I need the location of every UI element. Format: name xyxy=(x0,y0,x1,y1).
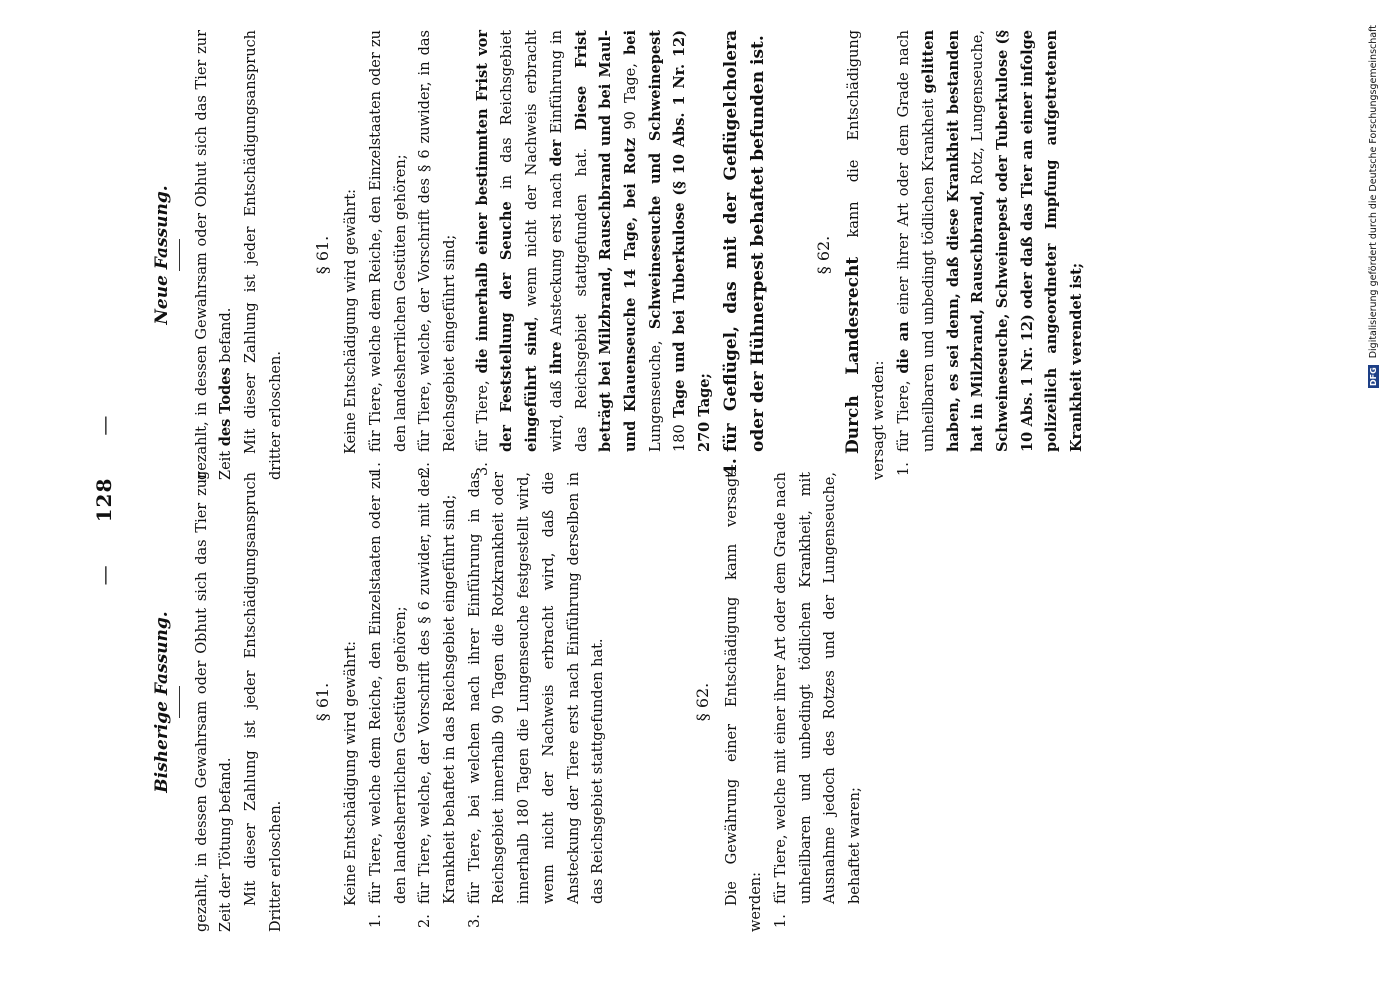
text-run: einer ihrer Art oder dem Grade nach unheilbaren und unbedingt tödlichen Krankheit xyxy=(896,29,937,452)
list-item xyxy=(364,472,413,932)
credit-text: Digitalisierung gefördert durch die Deutsche Forschungsgemeinschaft xyxy=(1368,24,1379,359)
item-text: für Tiere, welche mit einer ihrer Art oder dem Grade nach unheilbaren und unbedingt tödlichen Krankheit, mit Ausnahme jedoch des Rotzes und der Lungenseuche, behaftet waren; xyxy=(773,472,864,904)
section-61-list xyxy=(364,30,772,480)
intro-paragraph xyxy=(190,30,239,480)
emphasis-text: Schweineseuche und Schweinepest xyxy=(646,30,664,330)
emphasis-text: eingeführt sind xyxy=(523,321,541,452)
list-item xyxy=(413,472,462,932)
section-61-heading: § 61. xyxy=(312,682,332,722)
item-number: 1. xyxy=(367,914,384,928)
item-number: 1. xyxy=(773,914,790,928)
text-run: befand. xyxy=(218,307,235,368)
title-rule xyxy=(179,239,180,271)
section-61-lead: Keine Entschädigung wird gewährt: xyxy=(343,188,360,454)
text-run: 90 Tage, xyxy=(622,54,639,138)
list-item xyxy=(769,472,868,932)
text-run: Rotz, Lungenseuche, xyxy=(970,30,987,191)
list-item xyxy=(718,30,772,480)
text-run: , wenn nicht der Nachweis erbracht wird, daß xyxy=(524,30,565,452)
text-run: Lungenseuche, xyxy=(647,329,664,452)
title-rule xyxy=(179,686,180,718)
text-run: Einführung in das Reichsgebiet stattgefunden hat. xyxy=(548,30,590,452)
item-number: 3. xyxy=(466,914,483,928)
emphasis-text: die innerhalb einer bestimmten Frist vor der Feststellung der Seuche xyxy=(473,30,516,452)
emphasis-text: Tage und bei Tuberkulose (§ 10 Abs. 1 Nr. 12) 270 Tage; xyxy=(671,29,714,452)
section-62-list xyxy=(892,30,1090,480)
list-item xyxy=(413,30,462,480)
section-62-list xyxy=(769,472,868,932)
column-title-old: Bisherige Fassung. xyxy=(152,611,172,793)
section-62-heading: § 62. xyxy=(692,682,712,722)
item-text: für Tiere, bei welchen nach ihrer Einführung in das Reichsgebiet innerhalb 90 Tagen die Rotzkrankheit oder innerhalb 180 Tagen die Lungenseuche festgestellt wird, wenn nicht der Nachweis erbracht wird, daß die Ansteckung der Tiere erst nach Einführung derselben in das Reichsgebiet stattgefunden hat. xyxy=(466,472,607,904)
item-text: für Tiere, welche, der Vorschrift des § 6 zuwider, mit der Krankheit behaftet in das Reichsgebiet eingeführt sind; xyxy=(417,472,459,904)
section-62-heading: § 62. xyxy=(813,235,833,275)
header-dash-left: — xyxy=(92,564,116,586)
list-item xyxy=(463,472,611,932)
section-61-list xyxy=(364,472,611,932)
item-number: 4. xyxy=(720,458,741,476)
list-item xyxy=(364,30,413,480)
item-text: für Geflügel, das mit der Geflügelcholera oder der Hühnerpest behaftet befunden ist. xyxy=(720,30,768,452)
item-text: für Tiere, welche dem Reiche, den Einzelstaaten oder zu den landesherrlichen Gestüten gehören; xyxy=(367,30,409,452)
emphasis-text: Diese Frist beträgt bei Milzbrand, Rauschbrand und bei Maul- und Klauenseuche 14 Tage, bei Rotz xyxy=(572,30,639,452)
emphasis-text: der xyxy=(547,139,565,167)
emphasis-text: Schweineseuche, Schweinepest oder Tuberkulose (§ 10 Abs. 1 Nr. 12) oder daß das Tier an einer infolge polizeilich angeordneter Impfung aufgetretenen Krankheit verendet ist; xyxy=(993,30,1086,452)
page-number: 128 xyxy=(92,477,116,523)
section-62-lead xyxy=(840,30,892,480)
emphasis-text: gelitten haben, es sei denn, daß diese Krankheit bestanden hat in Milzbrand, Rauschbrand, xyxy=(919,30,987,452)
list-item xyxy=(471,30,718,480)
emphasis-text: Durch Landesrecht xyxy=(843,256,864,454)
text-run: für Tiere, xyxy=(474,373,491,452)
section-61-heading: § 61. xyxy=(312,235,332,275)
text-run: in das Reichsgebiet xyxy=(499,30,516,202)
item-number: 2. xyxy=(417,462,434,476)
text-run: gezahlt, in dessen Gewahrsam oder Obhut sich das Tier zur Zeit xyxy=(193,30,235,480)
item-number: 3. xyxy=(474,462,491,476)
intro-paragraph-2: Mit dieser Zahlung ist jeder Entschädigungsanspruch dritter erloschen. xyxy=(243,30,284,480)
emphasis-text: des Todes xyxy=(217,367,235,447)
emphasis-text: ihre xyxy=(547,341,565,375)
item-number: 2. xyxy=(417,914,434,928)
text-run: 180 xyxy=(672,417,689,452)
column-title-new: Neue Fassung. xyxy=(152,185,172,325)
digitization-credit xyxy=(1368,8,1379,388)
intro-paragraph: gezahlt, in dessen Gewahrsam oder Obhut sich das Tier zur Zeit der Tötung befand. xyxy=(193,472,235,932)
text-run: Ansteckung erst nach xyxy=(548,166,565,342)
page-header xyxy=(92,0,142,1000)
emphasis-text: die an xyxy=(895,321,913,374)
list-item xyxy=(892,30,1090,480)
item-text: für Tiere, welche, der Vorschrift des § 6 zuwider, in das Reichsgebiet eingeführt sind; xyxy=(417,30,459,452)
text-run: für Tiere, xyxy=(896,373,913,452)
dfg-logo: DFG xyxy=(1369,367,1378,386)
intro-paragraph-2: Mit dieser Zahlung ist jeder Entschädigungsanspruch Dritter erloschen. xyxy=(243,472,284,932)
item-number: 1. xyxy=(896,462,913,476)
header-dash-right: — xyxy=(92,414,116,436)
item-number: 1. xyxy=(367,462,384,476)
emphasis-text: bei xyxy=(621,30,639,55)
section-61-lead: Keine Entschädigung wird gewährt: xyxy=(343,640,360,906)
column-new-version xyxy=(150,30,1090,480)
section-62-lead: Die Gewährung einer Entschädigung kann versagt werden: xyxy=(723,472,765,932)
text-run: kann die Entschädigung versagt werden: xyxy=(846,30,888,480)
item-text: für Tiere, welche dem Reiche, den Einzelstaaten oder zu den landesherrlichen Gestüten gehören; xyxy=(367,472,409,904)
column-old-version xyxy=(150,472,868,932)
